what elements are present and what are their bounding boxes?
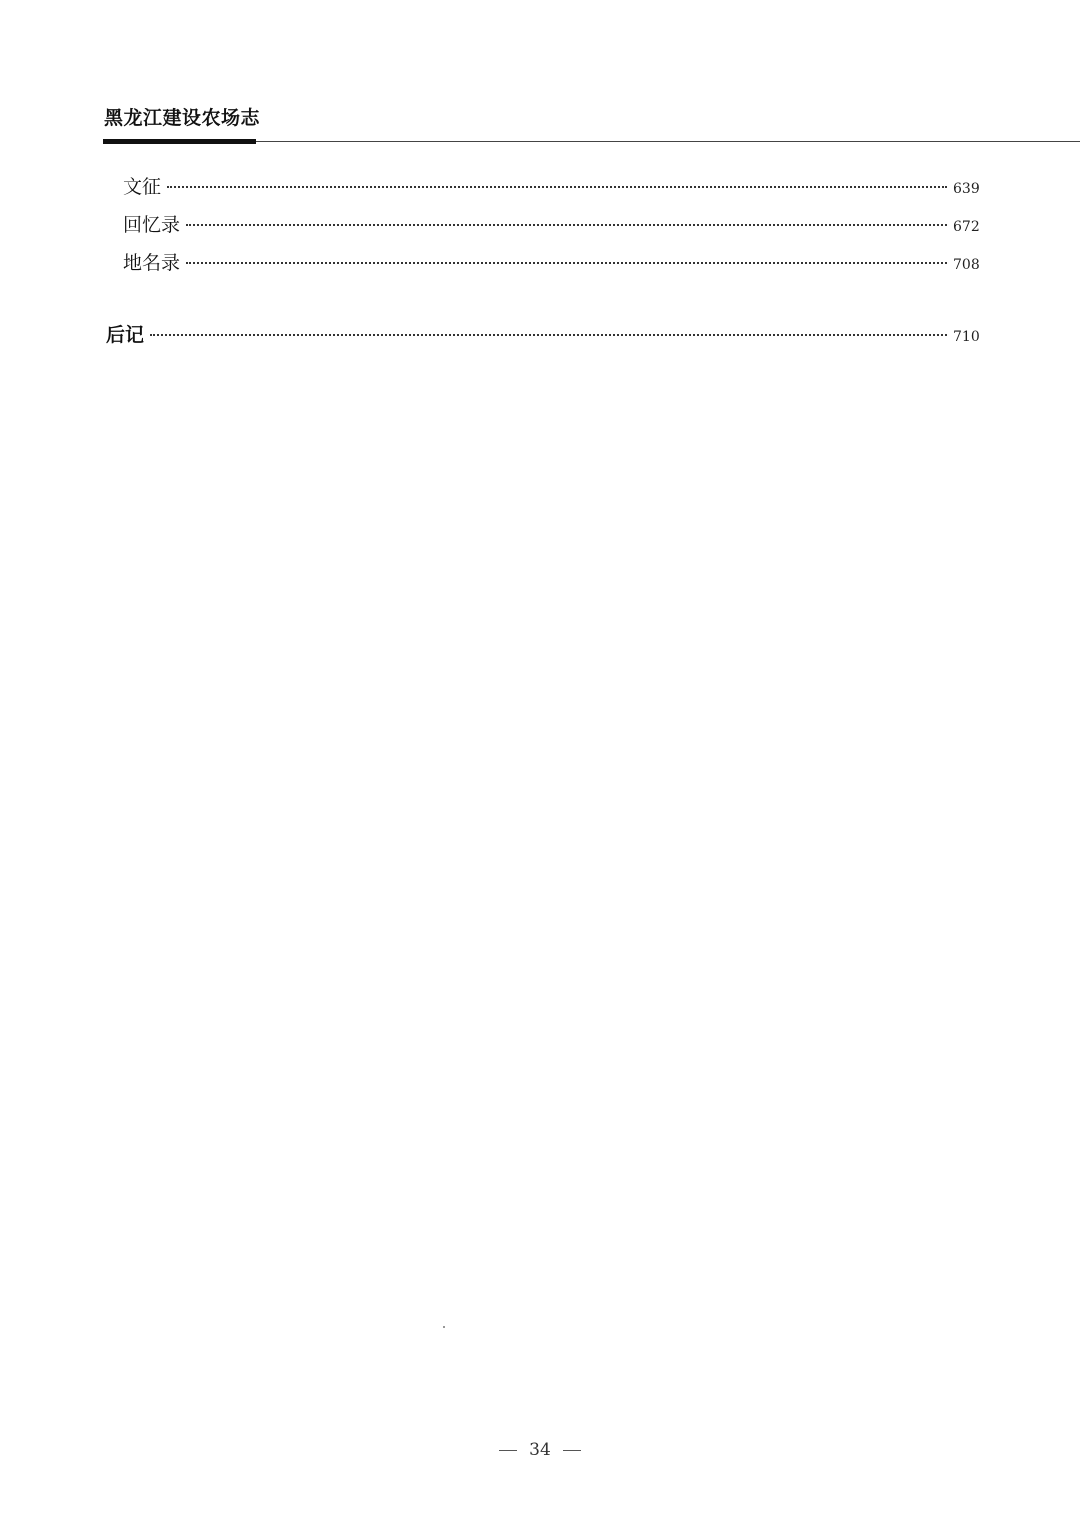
scan-speck [443,1326,445,1328]
toc-entry-title: 回忆录 [123,214,181,236]
toc-entry-page: 672 [953,219,980,235]
toc-dot-leader [186,224,947,226]
toc-entry-title: 文征 [123,176,162,198]
toc-entry-huiyilu [123,210,983,237]
page-number: 34 [529,1440,551,1460]
toc-entry-title: 地名录 [123,252,181,274]
toc-entry-page: 639 [953,181,980,197]
toc-dot-leader [186,262,947,264]
toc-entry-title: 后记 [106,324,145,346]
header-rule-thin [256,141,1080,142]
running-header-title: 黑龙江建设农场志 [104,107,261,129]
toc-entry-dimnglu [123,248,983,275]
header-rule-thick [103,139,256,144]
toc-entry-houji [106,320,983,347]
toc-entry-page: 708 [953,257,980,273]
toc-dot-leader [150,334,947,336]
toc-dot-leader [167,186,947,188]
footer-dash-left [499,1450,517,1451]
page-footer [0,1440,1080,1460]
footer-dash-right [563,1450,581,1451]
toc-entry-page: 710 [953,329,980,345]
toc-entry-wenzheng [123,172,983,199]
